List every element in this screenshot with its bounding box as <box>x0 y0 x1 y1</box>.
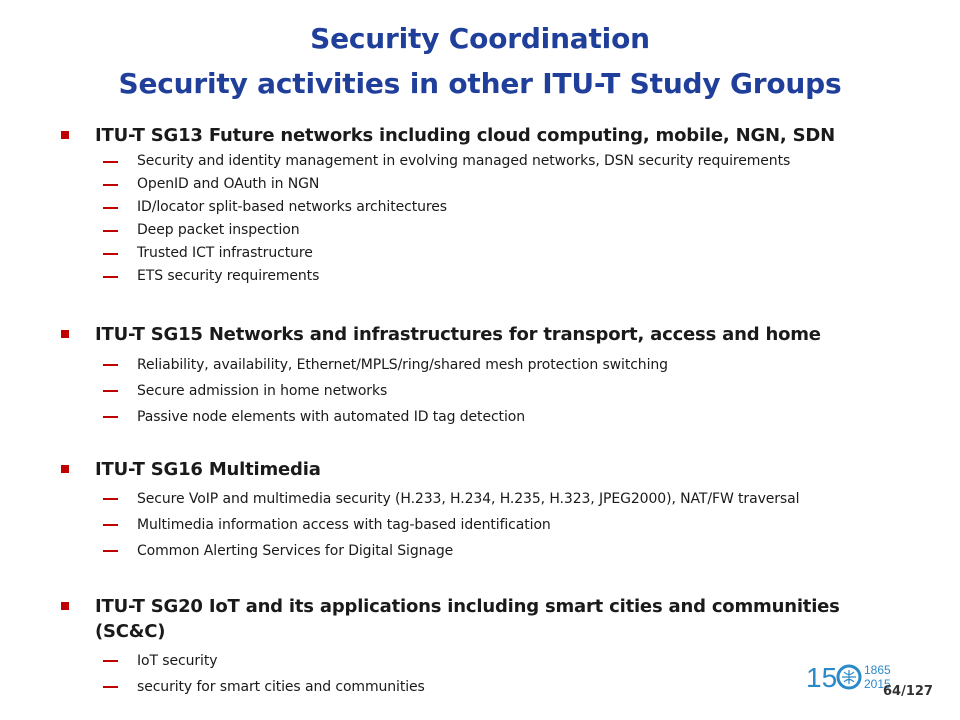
list-item-text: IoT security <box>137 653 218 669</box>
section-sg13 <box>60 123 920 288</box>
list-item-text: Secure admission in home networks <box>137 383 388 399</box>
list-item <box>60 242 920 265</box>
dash-bullet-icon <box>103 686 118 688</box>
dash-bullet-icon <box>103 184 118 186</box>
list-item <box>60 265 920 288</box>
list-item <box>60 486 920 512</box>
list-item-text: ETS security requirements <box>137 268 320 284</box>
list-item-text: OpenID and OAuth in NGN <box>137 176 320 192</box>
list-item-text: Secure VoIP and multimedia security (H.233, H.234, H.235, H.323, JPEG2000), NAT/FW traversal <box>137 491 800 507</box>
section-sg16 <box>60 457 920 564</box>
list-item <box>60 512 920 538</box>
list-item <box>60 404 920 430</box>
list-item-text: Trusted ICT infrastructure <box>137 245 313 261</box>
section-heading-text: ITU-T SG16 Multimedia <box>95 459 321 480</box>
section-heading-text: ITU-T SG20 IoT and its applications including smart cities and communities <box>95 596 840 617</box>
logo-150-text: 15 <box>806 662 838 693</box>
list-item-text: security for smart cities and communities <box>137 679 425 695</box>
list-item-text: Deep packet inspection <box>137 222 300 238</box>
logo-year-1865: 1865 <box>864 663 891 677</box>
list-item <box>60 538 920 564</box>
section-sg20 <box>60 594 920 700</box>
dash-bullet-icon <box>103 161 118 163</box>
list-item-text: ID/locator split-based networks architectures <box>137 199 447 215</box>
page-number: 64/127 <box>883 684 933 699</box>
list-item <box>60 196 920 219</box>
list-item-text: Security and identity management in evolving managed networks, DSN security requirements <box>137 153 791 169</box>
dash-bullet-icon <box>103 524 118 526</box>
square-bullet-icon <box>61 602 69 610</box>
dash-bullet-icon <box>103 390 118 392</box>
section-heading-text: ITU-T SG15 Networks and infrastructures for transport, access and home <box>95 324 821 345</box>
dash-bullet-icon <box>103 230 118 232</box>
list-item-text: Common Alerting Services for Digital Signage <box>137 543 454 559</box>
section-heading <box>60 123 920 148</box>
section-heading <box>60 322 920 347</box>
logo-year-2015: 2015 <box>864 677 891 691</box>
list-item <box>60 674 920 700</box>
dash-bullet-icon <box>103 416 118 418</box>
list-item-text: Multimedia information access with tag-based identification <box>137 517 551 533</box>
slide-subtitle: Security activities in other ITU-T Study Groups <box>118 67 842 100</box>
list-item <box>60 173 920 196</box>
list-item <box>60 150 920 173</box>
square-bullet-icon <box>61 330 69 338</box>
dash-bullet-icon <box>103 660 118 662</box>
dash-bullet-icon <box>103 207 118 209</box>
list-item <box>60 648 920 674</box>
square-bullet-icon <box>61 131 69 139</box>
dash-bullet-icon <box>103 276 118 278</box>
dash-bullet-icon <box>103 253 118 255</box>
list-item <box>60 378 920 404</box>
dash-bullet-icon <box>103 364 118 366</box>
list-item-text: Passive node elements with automated ID tag detection <box>137 409 525 425</box>
slide-title: Security Coordination <box>310 22 650 55</box>
dash-bullet-icon <box>103 498 118 500</box>
itu-150-logo <box>806 660 891 694</box>
list-item <box>60 352 920 378</box>
section-sg15 <box>60 322 920 430</box>
section-heading <box>60 457 920 482</box>
list-item-text: Reliability, availability, Ethernet/MPLS/ring/shared mesh protection switching <box>137 357 668 373</box>
square-bullet-icon <box>61 465 69 473</box>
dash-bullet-icon <box>103 550 118 552</box>
section-heading-text-cont: (SC&C) <box>95 621 166 642</box>
section-heading-text: ITU-T SG13 Future networks including cloud computing, mobile, NGN, SDN <box>95 125 835 146</box>
list-item <box>60 219 920 242</box>
section-heading <box>60 594 920 644</box>
